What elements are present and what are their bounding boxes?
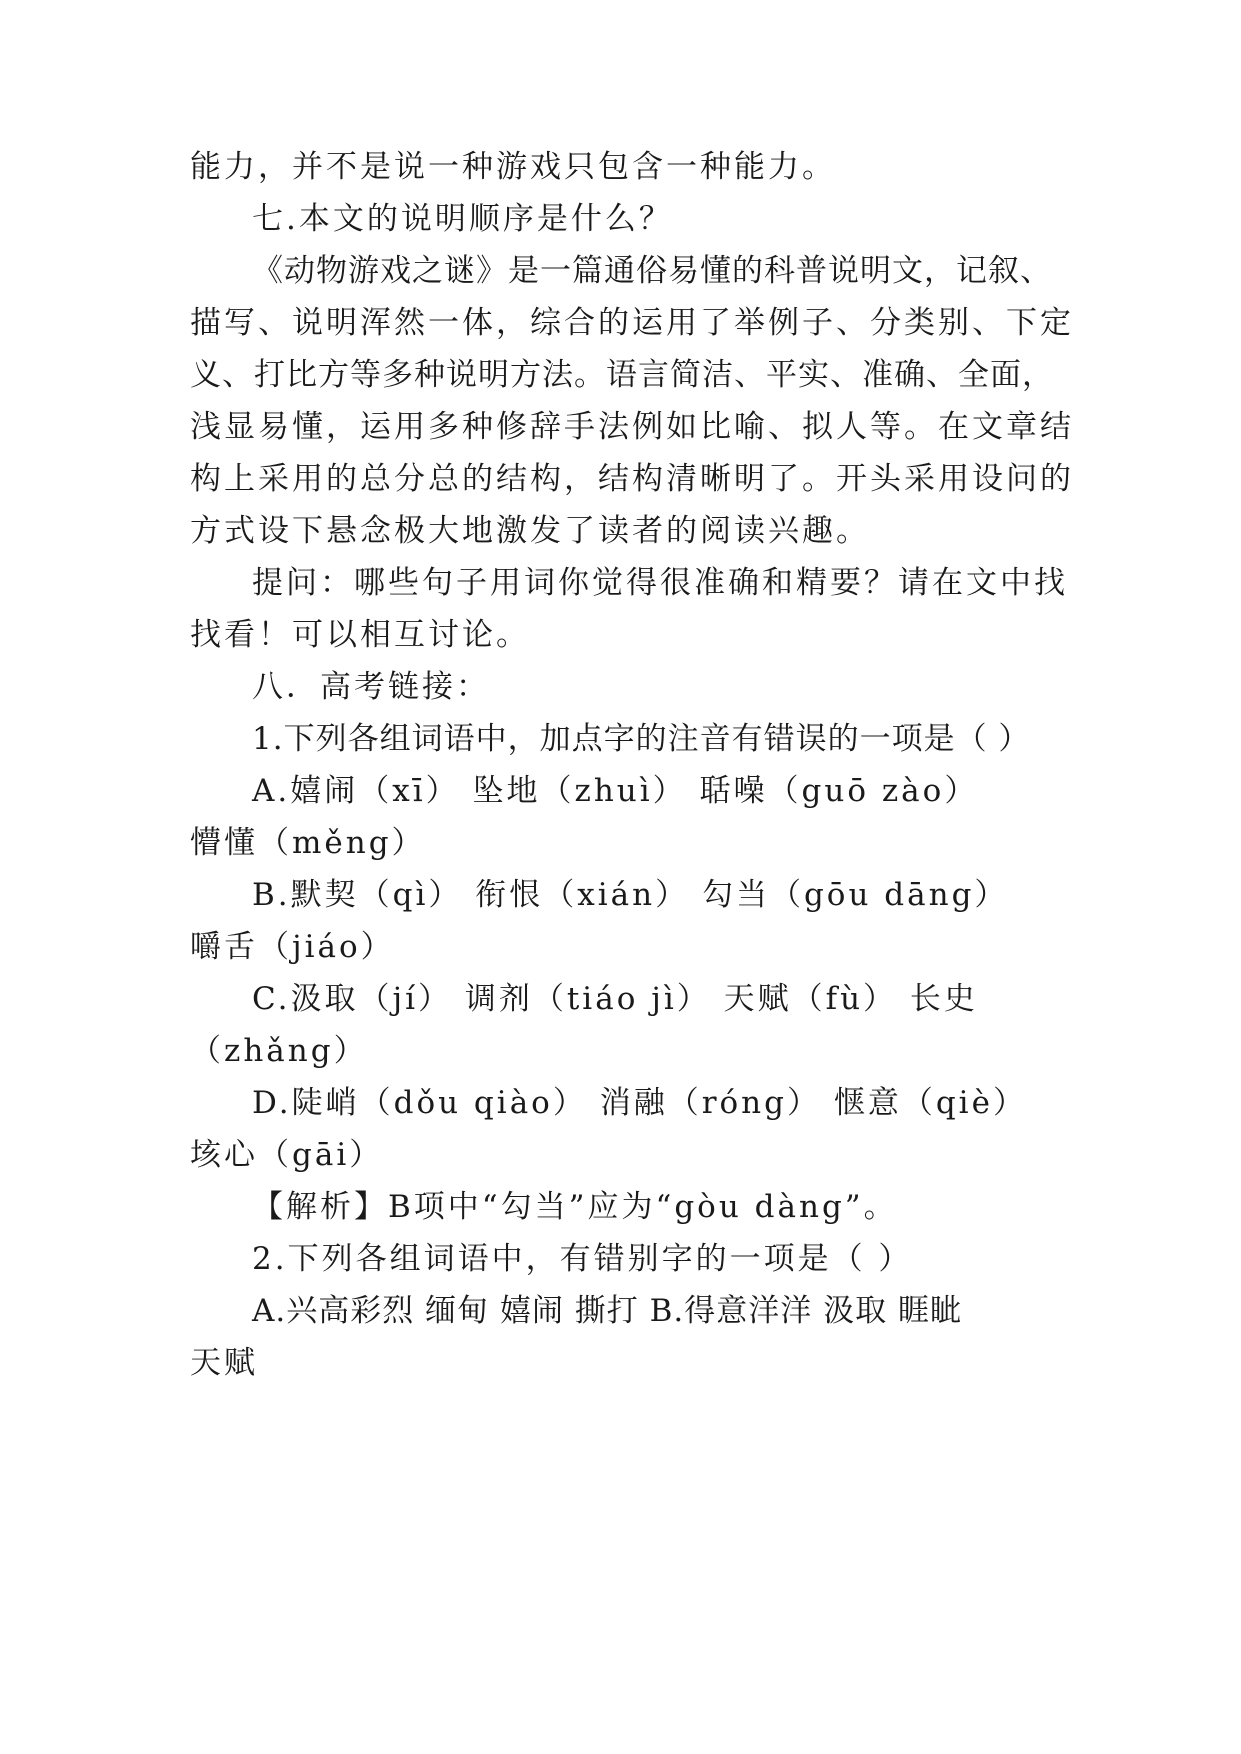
paragraph-line: 方式设下悬念极大地激发了读者的阅读兴趣。 <box>190 513 870 549</box>
question-1-option-d: D.陡峭（dǒu qiào） 消融（róng） 惬意（qiè） <box>252 1085 1027 1121</box>
section-heading-7: 七.本文的说明顺序是什么？ <box>252 201 673 237</box>
paragraph-line: 《动物游戏之谜》是一篇通俗易懂的科普说明文，记叙、 <box>252 253 1052 289</box>
question-1-option-c: C.汲取（jí） 调剂（tiáo jì） 天赋（fù） 长史 <box>252 981 978 1017</box>
question-1-option-a-cont: 懵懂（měng） <box>190 825 426 861</box>
question-2-options-cont: 天赋 <box>190 1345 258 1381</box>
paragraph-line: 义、打比方等多种说明方法。语言简洁、平实、准确、全面， <box>190 357 1054 393</box>
question-1-option-b: B.默契（qì） 衔恨（xián） 勾当（gōu dāng） <box>252 877 1009 913</box>
question-1-option-c-cont: （zhǎng） <box>190 1033 368 1069</box>
question-1-option-b-cont: 嚼舌（jiáo） <box>190 929 395 965</box>
paragraph-line: 找看！可以相互讨论。 <box>190 617 530 653</box>
paragraph-line: 能力，并不是说一种游戏只包含一种能力。 <box>190 149 836 185</box>
question-1-option-a: A.嬉闹（xī） 坠地（zhuì） 聒噪（guō zào） <box>252 773 979 809</box>
paragraph-line: 浅显易懂，运用多种修辞手法例如比喻、拟人等。在文章结 <box>190 409 1074 445</box>
question-1-analysis: 【解析】B项中“勾当”应为“gòu dàng”。 <box>252 1189 898 1225</box>
paragraph-line: 构上采用的总分总的结构，结构清晰明了。开头采用设问的 <box>190 461 1074 497</box>
question-2-options: A.兴高彩烈 缅甸 嬉闹 撕打 B.得意洋洋 汲取 睚眦 <box>252 1293 962 1329</box>
question-2: 2.下列各组词语中，有错别字的一项是（ ） <box>252 1241 913 1277</box>
section-heading-8: 八．高考链接： <box>252 669 490 705</box>
question-1-option-d-cont: 垓心（gāi） <box>190 1137 384 1173</box>
question-1: 1.下列各组词语中，加点字的注音有错误的一项是（ ） <box>252 721 1031 757</box>
paragraph-line: 提问：哪些句子用词你觉得很准确和精要？请在文中找 <box>252 565 1068 601</box>
paragraph-line: 描写、说明浑然一体，综合的运用了举例子、分类别、下定 <box>190 305 1074 341</box>
